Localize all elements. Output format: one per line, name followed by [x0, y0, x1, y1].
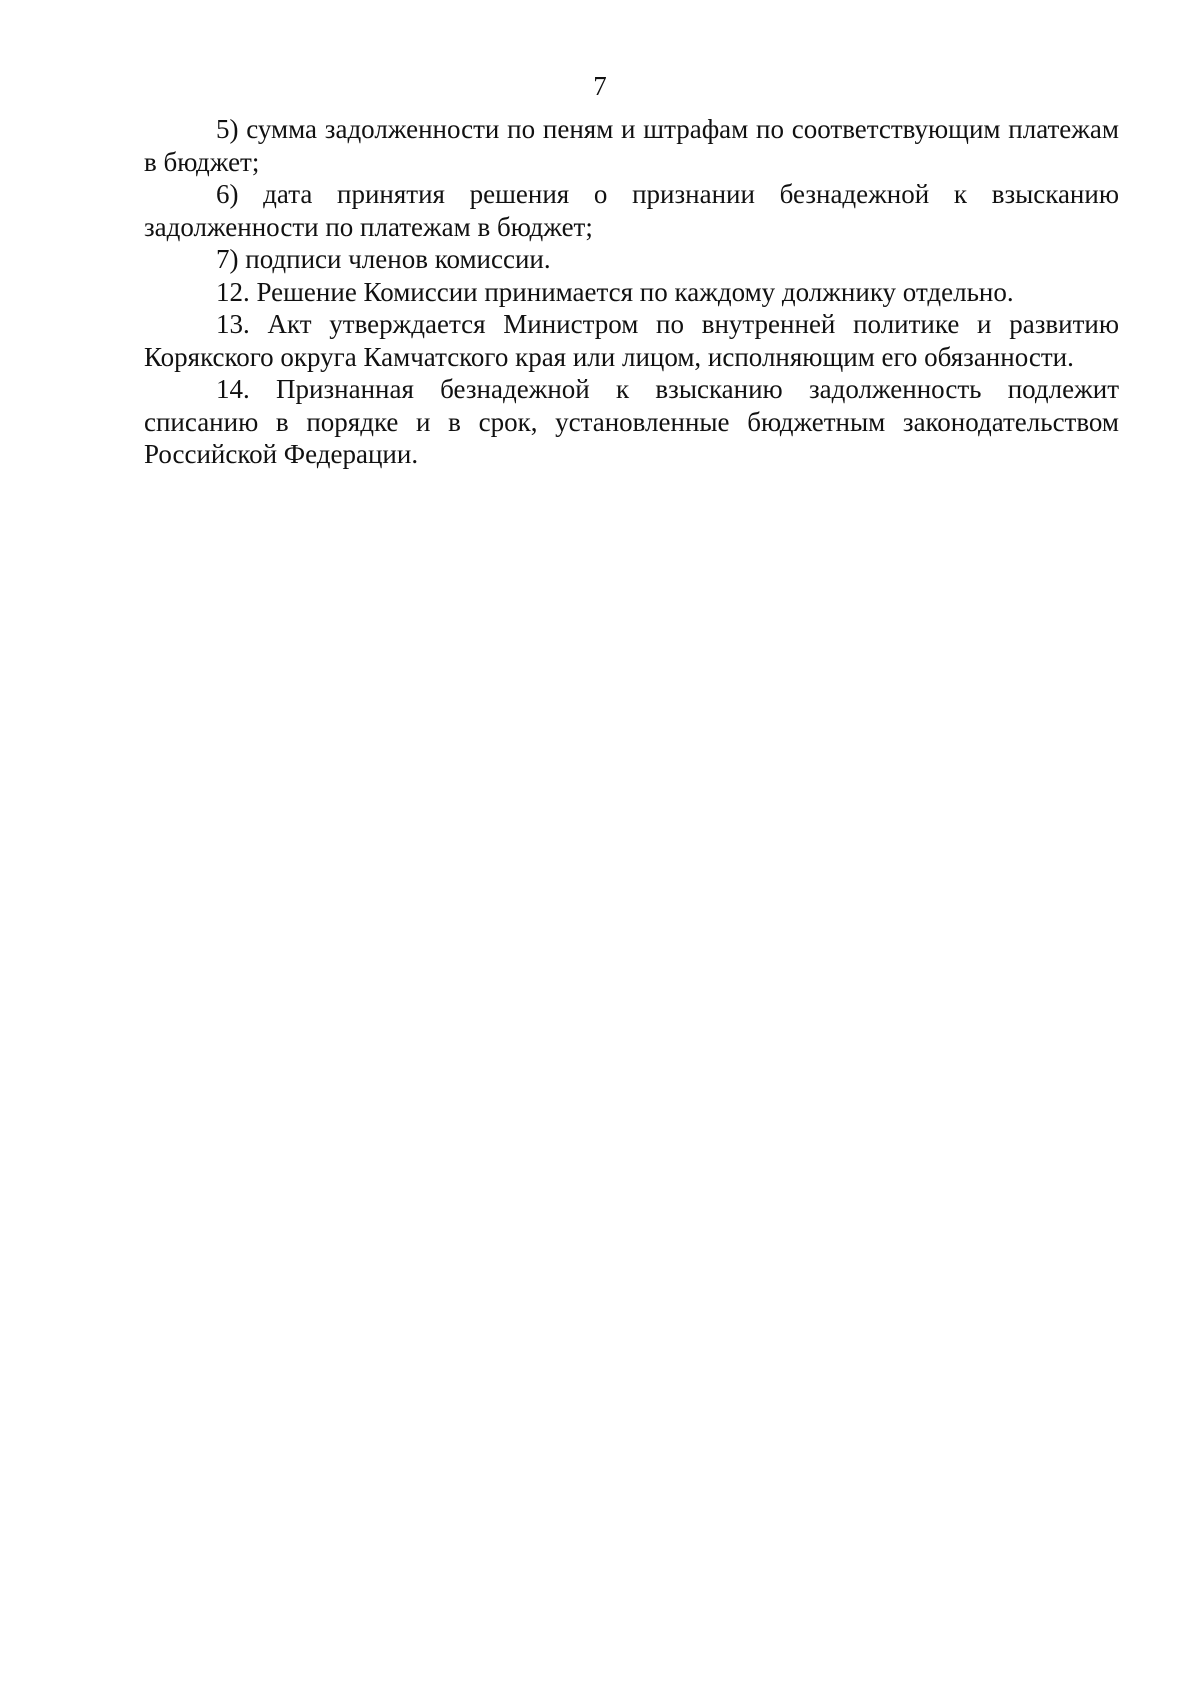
paragraph-clause-14: 14. Признанная безнадежной к взысканию задолженность подлежит списанию в порядке и в срок, установленные бюджетным законодательством Российской Федерации. — [144, 374, 1119, 469]
paragraph-item-6: 6) дата принятия решения о признании безнадежной к взысканию задолженности по платежам в бюджет; — [144, 179, 1119, 242]
document-body — [144, 113, 1119, 471]
paragraph-item-5: 5) сумма задолженности по пеням и штрафам по соответствующим платежам в бюджет; — [144, 114, 1119, 177]
paragraph-item-7: 7) подписи членов комиссии. — [216, 244, 551, 274]
paragraph-clause-12: 12. Решение Комиссии принимается по каждому должнику отдельно. — [216, 276, 1014, 307]
page-number: 7 — [593, 71, 607, 101]
paragraph-clause-13: 13. Акт утверждается Министром по внутренней политике и развитию Корякского округа Камчатского края или лицом, исполняющим его обязанности. — [144, 309, 1119, 372]
